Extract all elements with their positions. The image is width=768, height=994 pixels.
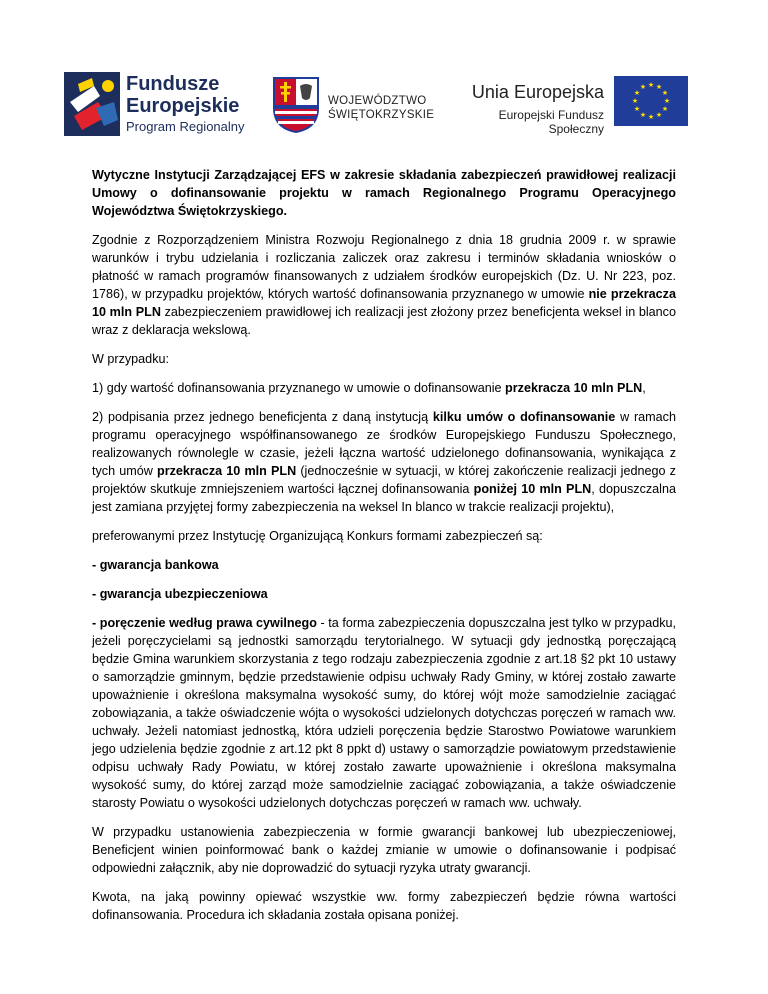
document-title: Wytyczne Instytucji Zarządzającej EFS w zakresie składania zabezpieczeń prawidłowej realizacji Umowy o dofinansowanie projektu w ramach Regionalnego Programu Operacyjnego Województwa Świętokrzyskiego. — [92, 168, 676, 218]
fundusze-europejskie-mark-icon — [64, 72, 120, 136]
eu-logo-line2: Europejski Fundusz Społeczny — [498, 108, 604, 136]
svg-text:★: ★ — [647, 113, 655, 121]
sw-logo-line1: WOJEWÓDZTWO — [328, 95, 427, 107]
svg-text:★: ★ — [663, 97, 671, 105]
swietokrzyskie-crest-icon — [272, 76, 320, 134]
svg-text:★: ★ — [655, 111, 663, 119]
svg-text:★: ★ — [639, 111, 647, 119]
sw-logo-line2: ŚWIĘTOKRZYSKIE — [328, 109, 435, 122]
eu-logo-line1: Unia Europejska — [471, 82, 604, 102]
svg-text:★: ★ — [633, 105, 641, 113]
paragraph-preferred-forms: preferowanymi przez Instytucję Organizującą Konkurs formami zabezpieczeń są: — [92, 529, 543, 543]
paragraph-w-przypadku: W przypadku: — [92, 352, 169, 366]
fe-logo-line3: Program Regionalny — [126, 119, 245, 134]
fe-logo-line1: Fundusze — [126, 73, 220, 95]
list-item-gwarancja-bankowa: - gwarancja bankowa — [92, 558, 219, 572]
eu-flag-icon — [614, 76, 688, 126]
svg-text:★: ★ — [633, 89, 641, 97]
svg-text:★: ★ — [661, 105, 669, 113]
logo-bar — [64, 68, 696, 140]
swietokrzyskie-logo — [272, 76, 452, 136]
paragraph-case-1: 1) gdy wartość dofinansowania przyznanego w umowie o dofinansowanie przekracza 10 mln PLN, — [92, 381, 646, 395]
svg-text:★: ★ — [661, 89, 669, 97]
list-item-gwarancja-ubezpieczeniowa: - gwarancja ubezpieczeniowa — [92, 587, 268, 601]
svg-text:★: ★ — [639, 83, 647, 91]
paragraph-gwarancja-info: W przypadku ustanowienia zabezpieczenia w formie gwarancji bankowej lub ubezpieczeniowej, Beneficjent winien poinformować bank o każdej zmianie w umowie o dofinansowanie i podpisać odpowiedni załącznik, aby nie doprowadzić do sytuacji ryzyka utraty gwarancji. — [92, 825, 676, 875]
paragraph-intro: Zgodnie z Rozporządzeniem Ministra Rozwoju Regionalnego z dnia 18 grudnia 2009 r. w sprawie warunków i trybu udzielania i rozliczania zaliczek oraz zakresu i terminów składania wniosków o płatność w ramach programów finansowanych z udziałem środków europejskich (Dz. U. Nr 223, poz. 1786), w przypadku projektów, których wartość dofinansowania przyznanego w umowie nie przekracza 10 mln PLN zabezpieczeniem prawidłowej ich realizacji jest złożony przez beneficjenta weksel in blanco wraz z deklaracja wekslową. — [92, 233, 676, 337]
svg-text:★: ★ — [647, 81, 655, 89]
svg-text:★: ★ — [655, 83, 663, 91]
fundusze-europejskie-logo — [64, 72, 254, 136]
paragraph-case-2: 2) podpisania przez jednego beneficjenta z daną instytucją kilku umów o dofinansowanie w ramach programu operacyjnego współfinansowanego ze środków Europejskiego Funduszu Społecznego, realizowanych równolegle w czasie, jeżeli łączna wartość udzielonego dofinansowania, wynikająca z tych umów przekracza 10 mln PLN (jednocześnie w sytuacji, w której zakończenie realizacji jednego z projektów skutkuje zmniejszeniem wartości łącznej dofinansowania poniżej 10 mln PLN, dopuszczalna jest zamiana przyjętej formy zabezpieczenia na weksel In blanco w trakcie realizacji projektu), — [92, 410, 676, 514]
svg-text:★: ★ — [631, 97, 639, 105]
paragraph-kwota: Kwota, na jaką powinny opiewać wszystkie ww. formy zabezpieczeń będzie równa wartości dofinansowania. Procedura ich składania została opisana poniżej. — [92, 890, 676, 922]
document-body — [92, 166, 676, 935]
unia-europejska-logo — [454, 82, 696, 142]
fe-logo-line2: Europejskie — [126, 95, 240, 117]
list-item-poreczenie: - poręczenie według prawa cywilnego - ta forma zabezpieczenia dopuszczalna jest tylko w przypadku, jeżeli poręczycielami są jednostki samorządu terytorialnego. W sytuacji gdy jednostką poręczającą będzie Gmina warunkiem skorzystania z tego rodzaju zabezpieczenia zgodnie z art.18 §2 pkt 10 ustawy o samorządzie gminnym, będzie przedstawienie odpisu uchwały Rady Gminy, w której zostało zawarte upoważnienie i określona maksymalna wysokość sumy, do której wójt może samodzielnie zaciągać zobowiązania, a także oświadczenie wójta o wysokości udzielonych dotychczas poręczeń w ramach ww. uchwały. Jeżeli natomiast jednostką, która udzieli poręczenia będzie Starostwo Powiatowe warunkiem jego udzielenia będzie zgodnie z art.12 pkt 8 ppkt d) ustawy o samorządzie powiatowym przedstawienie odpisu uchwały Rady Powiatu, w której zostało zawarte upoważnienie i określona maksymalna wysokość sumy, do której zarząd może samodzielnie zaciągać zobowiązania, a także oświadczenie starosty Powiatu o wysokości udzielonych dotychczas poręczeń w ramach ww. uchwały. — [92, 616, 676, 810]
